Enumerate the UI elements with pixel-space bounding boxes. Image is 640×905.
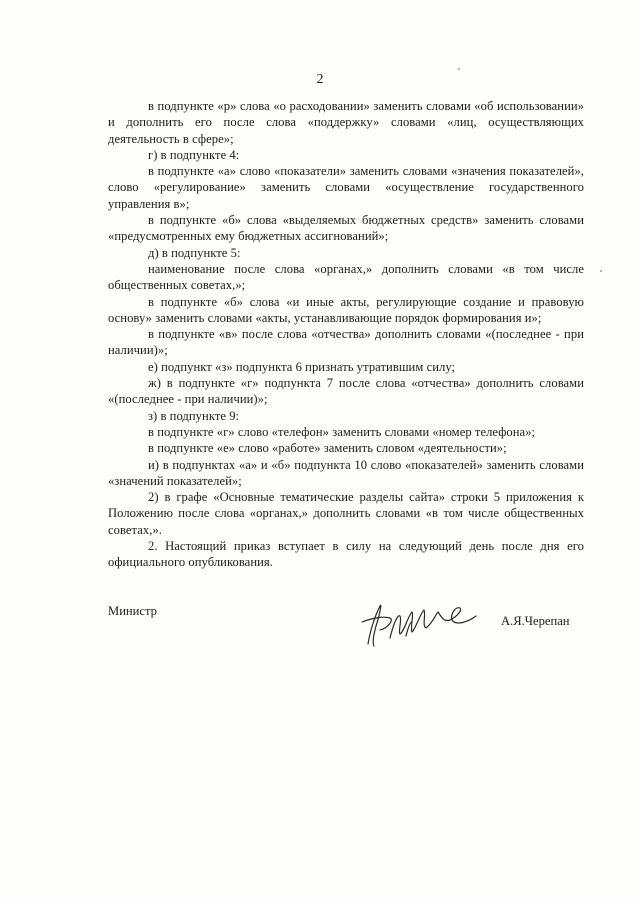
page-number: 2 xyxy=(316,72,324,87)
paragraph: г) в подпункте 4: xyxy=(148,147,240,162)
paragraph: з) в подпункте 9: xyxy=(148,408,240,423)
signatory-position: Министр xyxy=(108,604,157,618)
paragraph: в подпункте «б» слова «выделяемых бюджетных средств» заменить словами «предусмотренных ему бюджетных ассигнований»; xyxy=(108,213,584,244)
paragraph: е) подпункт «з» подпункта 6 признать утратившим силу; xyxy=(148,359,456,374)
paragraph: в подпункте «е» слово «работе» заменить словом «деятельности»; xyxy=(148,441,507,456)
paragraph: в подпункте «в» после слова «отчества» дополнить словами «(последнее - при наличии)»; xyxy=(108,327,584,358)
paragraph: наименование после слова «органах,» дополнить словами «в том числе общественных советах,»; xyxy=(108,261,584,293)
paragraph: в подпункте «г» слово «телефон» заменить словами «номер телефона»; xyxy=(148,424,536,439)
paragraph: и) в подпунктах «а» и «б» подпункта 10 слово «показателей» заменить словами «значений показателей»; xyxy=(108,457,584,488)
paragraph: д) в подпункте 5: xyxy=(148,245,241,260)
paragraph: в подпункте «р» слова «о расходовании» заменить словами «об использовании» и дополнить его после слова «поддержку» словами «лиц, осуществляющих деятельность в сфере»; xyxy=(108,99,584,146)
signatory-name: А.Я.Черепан xyxy=(501,614,570,628)
paragraph: в подпункте «б» слова «и иные акты, регулирующие создание и правовую основу» заменить словами «акты, устанавливающие порядок формирования и»; xyxy=(108,294,584,325)
paragraph: 2. Настоящий приказ вступает в силу на следующий день после дня его официального опубликования. xyxy=(108,539,584,570)
paragraph: ж) в подпункте «г» подпункта 7 после слова «отчества» дополнить словами «(последнее - при наличии)»; xyxy=(108,376,584,407)
scan-speck xyxy=(600,270,602,272)
paragraph: 2) в графе «Основные тематические разделы сайта» строки 5 приложения к Положению после слова «органах,» дополнить словами «в том числе общественных советах,». xyxy=(108,490,584,537)
document-body xyxy=(108,98,584,571)
signature-block xyxy=(0,592,640,672)
scan-speck xyxy=(458,68,460,70)
handwritten-signature xyxy=(350,592,490,654)
paragraph: в подпункте «а» слово «показатели» заменить словами «значения показателей», слово «регулирование» заменить словами «осуществление государственного управления в»; xyxy=(108,164,584,211)
